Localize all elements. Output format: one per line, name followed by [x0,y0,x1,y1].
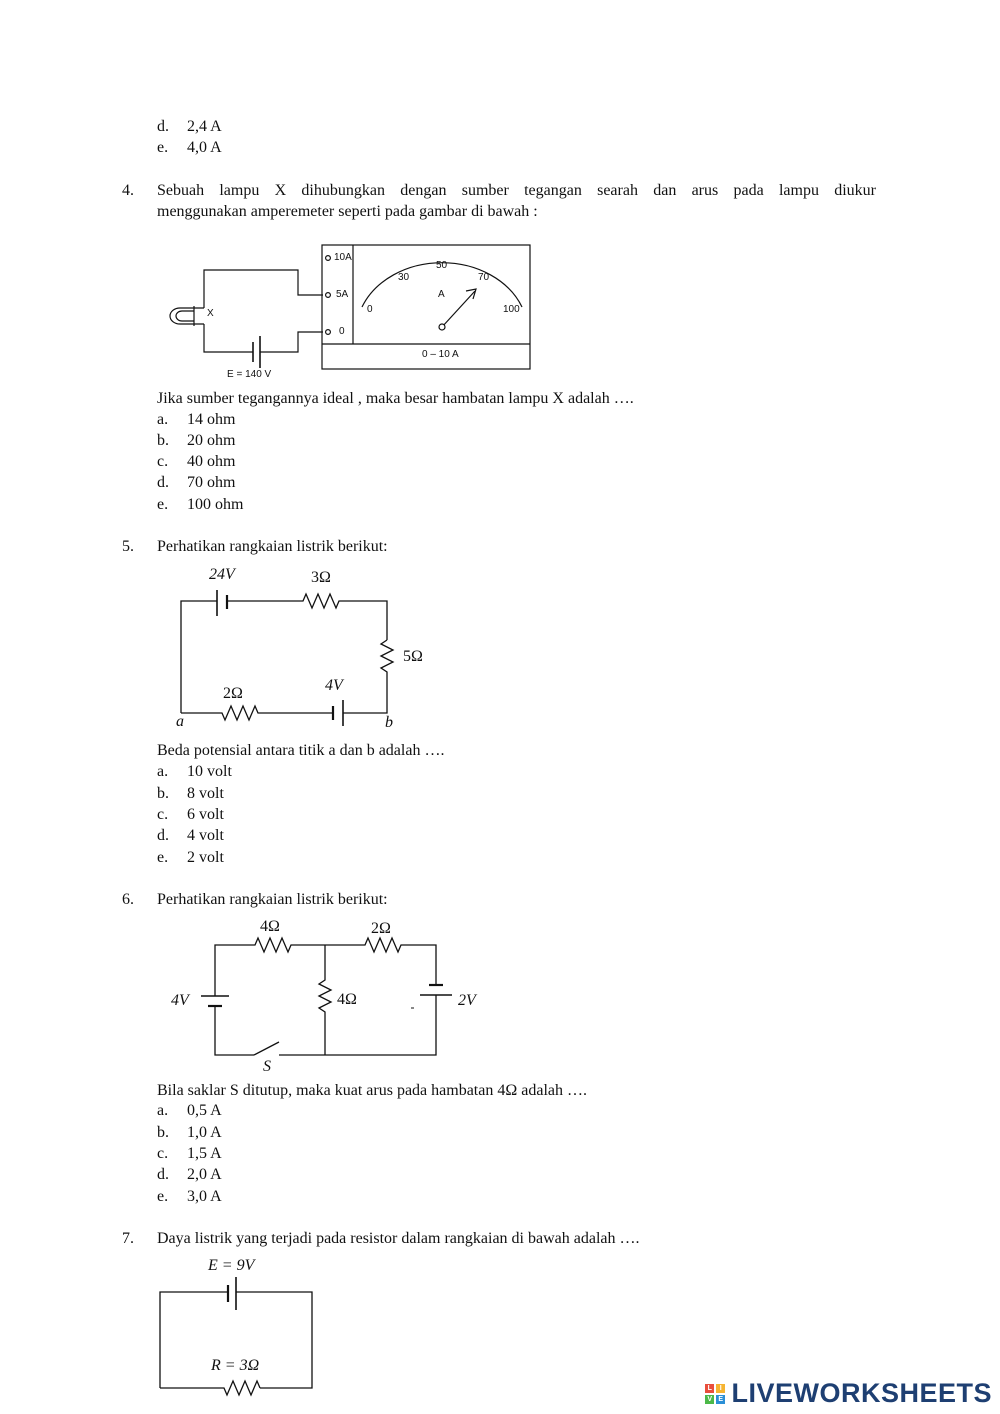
option-text: 40 ohm [187,453,236,470]
label-3ohm: 3Ω [311,569,331,586]
option-text: 1,0 A [187,1124,222,1141]
option-letter: a. [157,411,169,428]
option-text: 2 volt [187,849,224,866]
lamp-label: X [207,308,214,319]
option-letter: b. [157,785,169,802]
label-2ohm: 2Ω [223,685,243,702]
option-letter: d. [157,118,169,135]
scale-label: 30 [398,272,410,283]
label-emf: E = 9V [208,1257,255,1274]
option-text: 10 volt [187,763,232,780]
option-letter: d. [157,474,169,491]
question-prompt: Jika sumber tegangannya ideal , maka besar hambatan lampu X adalah …. [157,390,634,407]
option-text: 2,4 A [187,118,222,135]
option-text: 6 volt [187,806,224,823]
label-2v-right: 2V [458,992,476,1009]
question-number: 6. [122,891,134,908]
question-text: Perhatikan rangkaian listrik berikut: [157,538,388,555]
option-text: 100 ohm [187,496,244,513]
option-text: 70 ohm [187,474,236,491]
option-text: 14 ohm [187,411,236,428]
label-4ohm-top: 4Ω [260,918,280,935]
question-number: 5. [122,538,134,555]
terminal-label-0: 0 [339,326,345,337]
label-5ohm: 5Ω [403,648,423,665]
option-letter: e. [157,496,169,513]
resistor-icon [160,1381,260,1395]
option-text: 8 volt [187,785,224,802]
label-4v: 4V [325,677,343,694]
label-24v: 24V [209,566,235,583]
question-number: 4. [122,182,134,199]
battery-icon [228,1277,236,1310]
label-resistor: R = 3Ω [211,1357,260,1374]
question-number: 7. [122,1230,134,1247]
label-switch: S [263,1058,271,1075]
question-text-line: Sebuah lampu X dihubungkan dengan sumber tegangan searah dan arus pada lampu diukur [157,182,876,199]
question-prompt: Beda potensial antara titik a dan b adalah …. [157,742,445,759]
option-letter: e. [157,849,169,866]
option-text: 2,0 A [187,1166,222,1183]
option-text: 1,5 A [187,1145,222,1162]
scale-label: 70 [478,272,490,283]
liveworksheets-logo-icon: L I V E [707,1384,724,1403]
unit-label: A [438,289,445,300]
option-letter: e. [157,1188,169,1205]
option-text: 4 volt [187,827,224,844]
option-text: 0,5 A [187,1102,222,1119]
label-4ohm-middle: 4Ω [337,991,357,1008]
option-letter: d. [157,827,169,844]
question-text: Perhatikan rangkaian listrik berikut: [157,891,388,908]
brand-name: LIVEWORKSHEETS [731,1378,992,1408]
liveworksheets-logo [705,1378,992,1409]
scale-label: 50 [436,260,448,271]
option-text: 20 ohm [187,432,236,449]
range-label: 0 – 10 A [422,349,459,360]
point-a: a [176,713,184,730]
terminal-label-10a: 10A [334,252,352,263]
option-letter: b. [157,1124,169,1141]
option-letter: d. [157,1166,169,1183]
option-text: 3,0 A [187,1188,222,1205]
label-2ohm-top: 2Ω [371,920,391,937]
scale-label: 0 [367,304,373,315]
scale-label: 100 [503,304,520,315]
question-prompt: Bila saklar S ditutup, maka kuat arus pada hambatan 4Ω adalah …. [157,1082,587,1099]
label-4v-left: 4V [171,992,189,1009]
option-letter: a. [157,763,169,780]
question-text: Daya listrik yang terjadi pada resistor dalam rangkaian di bawah adalah …. [157,1230,640,1247]
source-label: E = 140 V [227,369,272,380]
option-letter: e. [157,139,169,156]
option-letter: b. [157,432,169,449]
point-b: b [385,714,393,731]
option-letter: c. [157,453,169,470]
question-text-line: menggunakan amperemeter seperti pada gambar di bawah : [157,203,538,220]
terminal-label-5a: 5A [336,289,349,300]
option-letter: c. [157,806,169,823]
option-letter: c. [157,1145,169,1162]
option-text: 4,0 A [187,139,222,156]
option-letter: a. [157,1102,169,1119]
